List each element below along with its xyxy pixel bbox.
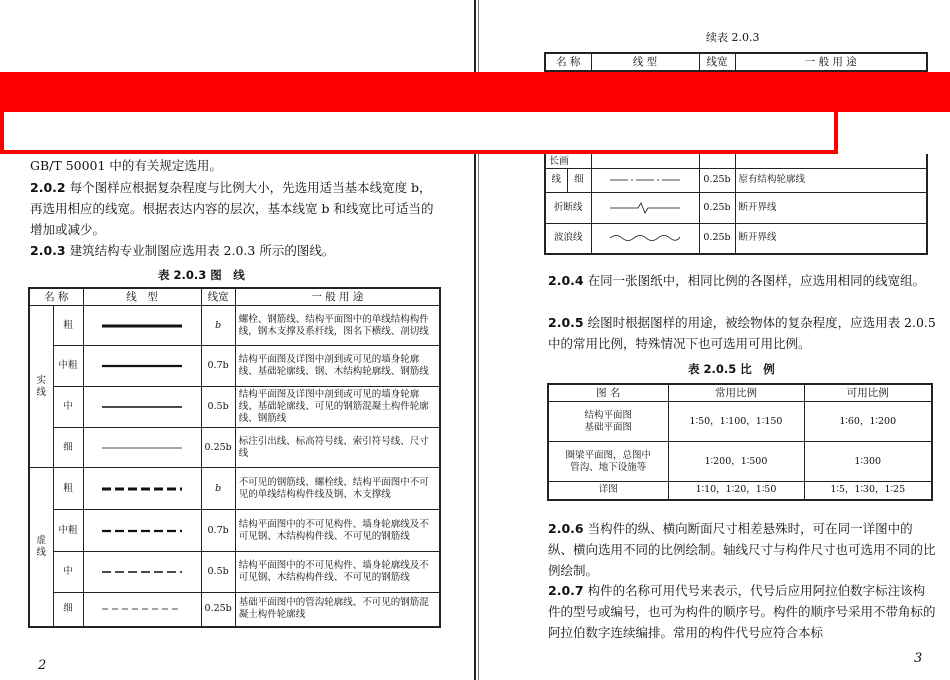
- paragraph-2-0-7: [548, 580, 936, 643]
- row-name-part: 线: [545, 168, 567, 192]
- header-line-type: 线 型: [591, 53, 699, 71]
- name-line: 基础平面图: [584, 421, 632, 433]
- row-width: 0.7b: [201, 346, 235, 387]
- clause-number: 2.0.7: [548, 583, 584, 598]
- row-usage: 结构平面图中的不可见构件、墙身轮廓线及不可见钢、木结构构件线、不可见的钢筋线: [235, 552, 440, 593]
- row-sub: 细: [53, 428, 83, 468]
- continued-table-body: [544, 154, 928, 255]
- row-width: 0.25b: [699, 192, 735, 223]
- clause-text: 每个图样应根据复杂程度与比例大小，先选用适当基本线宽度 b，再选用相应的线宽。根据表达内容的层次，基本线宽 b 和线宽比可适当的增加或减少。: [30, 180, 434, 237]
- row-usage: 基础平面图中的管沟轮廓线、不可见的钢筋混凝土构件轮廓线: [235, 593, 440, 627]
- group-dashed: 虚线: [29, 468, 53, 627]
- row-sub: 粗: [53, 468, 83, 510]
- row-usage: 结构平面图及详图中剖到或可见的墙身轮廓线、基础轮廓线、钢、木结构轮廓线、钢筋线: [235, 346, 440, 387]
- scale-optional: 1∶5，1∶30，1∶25: [804, 482, 932, 500]
- row-sub: 中粗: [53, 346, 83, 387]
- line-sample: [83, 593, 201, 627]
- row-sub: 中: [53, 552, 83, 593]
- row-usage: 原有结构轮廓线: [735, 168, 927, 192]
- row-width: 0.25b: [699, 168, 735, 192]
- table-2-0-5-caption: 表 2.0.5 比 例: [688, 362, 775, 376]
- name-line: 结构平面图: [584, 409, 632, 421]
- scale-optional: 1∶60，1∶200: [804, 402, 932, 442]
- header-name: 名 称: [29, 288, 83, 306]
- redaction-band-bottom: [0, 112, 838, 154]
- clause-number: 2.0.3: [30, 243, 66, 258]
- clause-number: 2.0.6: [548, 521, 584, 536]
- scale-optional: 1∶300: [804, 442, 932, 482]
- paragraph-2-0-2: [30, 177, 435, 240]
- clause-text: 建筑结构专业制图应选用表 2.0.3 所示的图线。: [69, 243, 335, 258]
- paragraph-2-0-3: [30, 240, 435, 261]
- header-name: 名 称: [545, 53, 591, 71]
- cut-text-line: GB/T 50001 中的有关规定选用。: [30, 158, 222, 173]
- header-drawing-name: 图 名: [548, 384, 668, 402]
- redaction-band-top: [0, 72, 950, 112]
- clause-number: 2.0.5: [548, 315, 584, 330]
- row-sub: 粗: [53, 306, 83, 346]
- clause-text: 绘图时根据图样的用途，被绘物体的复杂程度，应选用表 2.0.5 中的常用比例，特殊情况下也可选用可用比例。: [548, 315, 936, 351]
- line-sample: [83, 468, 201, 510]
- redaction-band-blank: [4, 112, 834, 150]
- header-usage: 一 般 用 途: [735, 53, 927, 71]
- scale-row-name: [548, 442, 668, 482]
- row-usage: 断开界线: [735, 192, 927, 223]
- name-line: 管沟、地下设施等: [570, 461, 647, 473]
- line-type-table: [28, 287, 441, 628]
- continued-table-header: [544, 52, 928, 72]
- row-name-part: 长画: [545, 154, 591, 168]
- row-sub: 中: [53, 387, 83, 428]
- paragraph-2-0-5: [548, 312, 936, 354]
- row-width: 0.5b: [201, 387, 235, 428]
- row-width: 0.25b: [201, 428, 235, 468]
- row-usage: 结构平面图及详图中剖到或可见的墙身轮廓线、基础轮廓线、可见的钢筋混凝土构件轮廓线、钢筋线: [235, 387, 440, 428]
- table-2-0-3-caption: 表 2.0.3 图 线: [158, 268, 245, 282]
- row-sub: 细: [53, 593, 83, 627]
- row-usage: 结构平面图中的不可见构件、墙身轮廓线及不可见钢、木结构构件线、不可见的钢筋线: [235, 510, 440, 552]
- row-width: 0.7b: [201, 510, 235, 552]
- scale-row-name: 详图: [548, 482, 668, 500]
- line-sample: [83, 510, 201, 552]
- header-common-scale: 常用比例: [668, 384, 804, 402]
- group-solid: 实线: [29, 306, 53, 468]
- row-sub: 细: [567, 168, 591, 192]
- name-line: 圈梁平面图，总图中: [565, 449, 651, 461]
- clause-text: 构件的名称可用代号来表示，代号后应用阿拉伯数字标注该构件的型号或编号，也可为构件的顺序号。构件的顺序号采用不带角标的阿拉伯数字连续编排。常用的构件代号应符合本标: [548, 583, 936, 640]
- line-sample: [83, 552, 201, 593]
- header-optional-scale: 可用比例: [804, 384, 932, 402]
- row-width: 0.25b: [201, 593, 235, 627]
- row-width: b: [201, 468, 235, 510]
- row-usage: 螺栓、钢筋线、结构平面图中的单线结构构件线，钢木支撑及系杆线，图名下横线、剖切线: [235, 306, 440, 346]
- scale-common: 1∶200，1∶500: [668, 442, 804, 482]
- row-usage: 断开界线: [735, 223, 927, 254]
- clause-text: 在同一张图纸中，相同比例的各图样，应选用相同的线宽组。: [587, 273, 926, 288]
- header-usage: 一 般 用 途: [235, 288, 440, 306]
- row-width: 0.5b: [201, 552, 235, 593]
- scale-row-name: [548, 402, 668, 442]
- line-sample: [591, 223, 699, 254]
- clause-number: 2.0.4: [548, 273, 584, 288]
- row-width: 0.25b: [699, 223, 735, 254]
- header-line-type: 线 型: [83, 288, 201, 306]
- line-sample: [83, 387, 201, 428]
- line-sample: [591, 168, 699, 192]
- row-name: 波浪线: [545, 223, 591, 254]
- paragraph-2-0-6: [548, 518, 936, 581]
- page-number: 2: [38, 658, 47, 673]
- line-sample: [591, 192, 699, 223]
- clause-text: 当构件的纵、横向断面尺寸相差悬殊时，可在同一详图中的纵、横向选用不同的比例绘制。轴线尺寸与构件尺寸也可选用不同的比例绘制。: [548, 521, 936, 578]
- scale-common: 1∶50，1∶100，1∶150: [668, 402, 804, 442]
- line-sample: [83, 428, 201, 468]
- continued-table-caption: 续表 2.0.3: [706, 31, 760, 44]
- row-sub: 中粗: [53, 510, 83, 552]
- row-name: 折断线: [545, 192, 591, 223]
- page-number: 3: [914, 651, 923, 666]
- header-line-width: 线宽: [201, 288, 235, 306]
- clause-number: 2.0.2: [30, 180, 66, 195]
- row-width: b: [201, 306, 235, 346]
- scale-table: [547, 383, 933, 501]
- line-sample: [83, 346, 201, 387]
- scale-common: 1∶10，1∶20，1∶50: [668, 482, 804, 500]
- row-usage: 不可见的钢筋线、螺栓线、结构平面图中不可见的单线结构构件线及钢、木支撑线: [235, 468, 440, 510]
- row-usage: 标注引出线、标高符号线、索引符号线、尺寸线: [235, 428, 440, 468]
- header-line-width: 线宽: [699, 53, 735, 71]
- line-sample: [83, 306, 201, 346]
- paragraph-2-0-4: [548, 270, 936, 291]
